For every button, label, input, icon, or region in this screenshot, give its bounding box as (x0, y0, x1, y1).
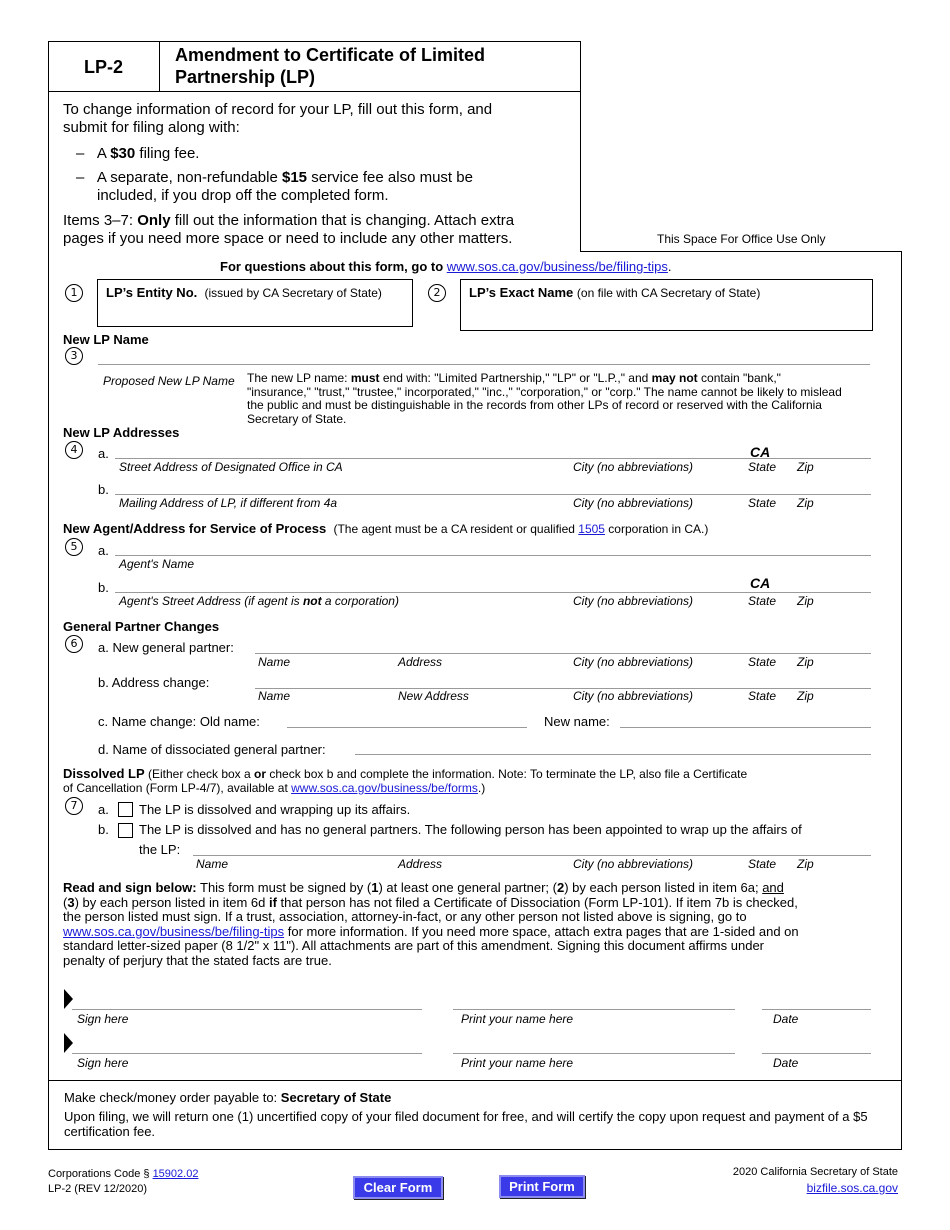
questions-line: For questions about this form, go to www.sos.ca.gov/business/be/filing-tips. (220, 259, 672, 274)
form-title-line2: Partnership (LP) (175, 67, 316, 87)
print-name-field-1[interactable] (453, 1009, 735, 1010)
entity-number-label: LP’s Entity No. (issued by CA Secretary of State) (106, 285, 382, 300)
item-7a-prefix: a. (98, 802, 109, 817)
forms-link[interactable]: www.sos.ca.gov/business/be/forms (291, 780, 478, 795)
item-6-number: 6 (65, 635, 83, 653)
item-4b-mailing-label: Mailing Address of LP, if different from 4a (119, 496, 338, 510)
intro-bullet2-line2: included, if you drop off the completed form. (97, 187, 389, 204)
item-5-heading: New Agent/Address for Service of Process (The agent must be a CA resident or qualified 1505 corporation in CA.) (63, 521, 709, 536)
item-7b-text-line2: the LP: (139, 842, 181, 857)
item-4a-prefix: a. (98, 446, 109, 461)
item-4a-city-label: City (no abbreviations) (573, 460, 694, 474)
item-7-number: 7 (65, 797, 83, 815)
item-7-heading: Dissolved LP (Either check box a or check box b and complete the information. Note: To terminate the LP, also file a Certificate of Cancellation (Form LP-4/7), available at www.sos.ca.gov/business/be/forms.) (63, 766, 748, 795)
item-4a-state-label: State (748, 460, 777, 474)
intro-bullet2: – A separate, non-refundable $15 service fee also must be (76, 169, 473, 186)
intro-right-border (580, 92, 581, 252)
intro-line1: To change information of record for your LP, fill out this form, and (63, 101, 493, 118)
item-6-heading: General Partner Changes (63, 619, 220, 634)
item-4-number: 4 (65, 441, 83, 459)
item-4a-state-value: CA (750, 444, 771, 460)
sign-here-label-2: Sign here (77, 1056, 129, 1070)
bottom-border (48, 1149, 902, 1150)
item-3-number: 3 (65, 347, 83, 365)
agent-name-field[interactable] (115, 555, 871, 556)
item-5-number: 5 (65, 538, 83, 556)
intro-items-note: Items 3–7: Only fill out the information that is changing. Attach extra (63, 212, 515, 229)
item-5b-city-label: City (no abbreviations) (573, 594, 694, 608)
item-6a-city-label: City (no abbreviations) (573, 655, 694, 669)
item-5b-prefix: b. (98, 580, 109, 595)
item-6b-label: b. Address change: (98, 675, 210, 690)
item-6a-state-label: State (748, 655, 777, 669)
sign-instructions: Read and sign below: This form must be signed by (1) at least one general partner; (2) by each person listed in item 6a; and (3) by each person listed in item 6d if that person has not filed a Certificate of Dissociation (Form LP-101). If item 7b is checked, the person listed must sign. If a trust, association, attorney-in-fact, or any other person not listed above is signing, go to www.sos.ca.gov/business/be/filing-tips for more information. If you need more space, attach extra pages that are 1-sided and on standard letter-sized paper (8 1/2" x 11"). All attachments are part of this amendment. Signing this document affirms under penalty of perjury that the stated facts are true. (63, 880, 799, 968)
item-6a-zip-label: Zip (797, 655, 814, 669)
clear-form-button[interactable]: Clear Form (353, 1176, 443, 1199)
form-title-line1: Amendment to Certificate of Limited (175, 45, 486, 65)
wind-up-person-field[interactable] (193, 855, 871, 856)
bizfile-link[interactable]: bizfile.sos.ca.gov (806, 1181, 898, 1195)
item-4a-zip-label: Zip (797, 460, 814, 474)
item-7b-city-label: City (no abbreviations) (573, 857, 694, 871)
item-5a-agent-label: Agent's Name (119, 557, 194, 571)
item-7b-prefix: b. (98, 822, 109, 837)
sign-arrow-icon (64, 989, 74, 1009)
sign-arrow-icon (64, 1033, 74, 1053)
intro-line2: submit for filing along with: (63, 119, 240, 136)
item-7b-state-label: State (748, 857, 777, 871)
intro-left-border (48, 92, 49, 1150)
item-2-number: 2 (428, 284, 446, 302)
date-label-2: Date (773, 1056, 799, 1070)
date-field-2[interactable] (762, 1053, 871, 1054)
date-field-1[interactable] (762, 1009, 871, 1010)
mailing-address-field[interactable] (115, 494, 871, 495)
sign-here-label-1: Sign here (77, 1012, 129, 1026)
form-code: LP-2 (84, 57, 124, 77)
dissolved-no-partners-checkbox[interactable] (118, 823, 133, 838)
item-7a-text: The LP is dissolved and wrapping up its affairs. (139, 802, 411, 817)
item-4b-city-label: City (no abbreviations) (573, 496, 694, 510)
item-4b-prefix: b. (98, 482, 109, 497)
exact-name-label: LP’s Exact Name (on file with CA Secretary of State) (469, 285, 761, 300)
new-name-field[interactable] (620, 727, 871, 728)
item-6c-label: c. Name change: Old name: (98, 714, 260, 729)
section-1505-link[interactable]: 1505 (578, 522, 605, 536)
sign-filing-tips-link[interactable]: www.sos.ca.gov/business/be/filing-tips (63, 923, 285, 939)
print-name-label-1: Print your name here (461, 1012, 574, 1026)
payable-line: Make check/money order payable to: Secretary of State (64, 1090, 392, 1105)
item-7b-address-label: Address (398, 857, 443, 871)
item-5b-state-value: CA (750, 575, 771, 591)
print-form-button[interactable]: Print Form (499, 1175, 585, 1198)
bottom-section-divider (48, 1080, 902, 1081)
corporations-code: Corporations Code § 15902.02 (48, 1168, 199, 1180)
office-top-border (580, 251, 902, 252)
dissociated-partner-field[interactable] (355, 754, 871, 755)
item-4b-state-label: State (748, 496, 777, 510)
lp-name-requirements: The new LP name: must end with: "Limited Partnership," "LP" or "L.P.," and may not contain "bank," "insurance," "trust," "trustee," incorporated," "inc.," "corporation," or "corp." The name cannot be likely to mislead the public and must be distinguishable in the records from other LPs of record or reserved with the California Secretary of State. (247, 371, 842, 426)
item-7b-zip-label: Zip (797, 857, 814, 871)
code-section-link[interactable]: 15902.02 (152, 1168, 199, 1180)
item-4b-zip-label: Zip (797, 496, 814, 510)
item-4a-street-label: Street Address of Designated Office in CA (119, 460, 343, 474)
item-6a-name-label: Name (258, 655, 291, 669)
item-6b-state-label: State (748, 689, 777, 703)
item-3-heading: New LP Name (63, 332, 149, 347)
item-6d-label: d. Name of dissociated general partner: (98, 742, 326, 757)
old-name-field[interactable] (287, 727, 527, 728)
signature-field-1[interactable] (72, 1009, 422, 1010)
item-6b-new-address-label: New Address (398, 689, 469, 703)
item-7b-name-label: Name (196, 857, 229, 871)
item-5b-zip-label: Zip (797, 594, 814, 608)
item-6a-address-label: Address (398, 655, 443, 669)
item-6b-zip-label: Zip (797, 689, 814, 703)
print-name-label-2: Print your name here (461, 1056, 574, 1070)
item-7b-text: The LP is dissolved and has no general partners. The following person has been appointed to wrap up the affairs of (139, 822, 802, 837)
dissolved-wrapping-up-checkbox[interactable] (118, 802, 133, 817)
new-lp-name-field[interactable] (98, 364, 870, 365)
item-6b-city-label: City (no abbreviations) (573, 689, 694, 703)
item-6c-new-name-label: New name: (544, 714, 610, 729)
agent-street-address-field[interactable] (115, 592, 871, 593)
item-5b-address-label: Agent's Street Address (if agent is not a corporation) (119, 594, 399, 608)
new-general-partner-field[interactable] (255, 653, 871, 654)
date-label-1: Date (773, 1012, 799, 1026)
signature-field-2[interactable] (72, 1053, 422, 1054)
address-change-field[interactable] (255, 688, 871, 689)
item-4-heading: New LP Addresses (63, 425, 180, 440)
intro-bullet1: – A $30 filing fee. (76, 145, 200, 162)
intro-items-note-line2: pages if you need more space or need to include any other matters. (63, 230, 513, 247)
copyright-line: 2020 California Secretary of State (732, 1166, 898, 1178)
form-revision: LP-2 (REV 12/2020) (48, 1183, 148, 1195)
item-6a-label: a. New general partner: (98, 640, 234, 655)
print-name-field-2[interactable] (453, 1053, 735, 1054)
page-right-border (901, 251, 902, 1150)
filing-tips-link[interactable]: www.sos.ca.gov/business/be/filing-tips (446, 259, 668, 274)
item-1-number: 1 (65, 284, 83, 302)
item-5a-prefix: a. (98, 543, 109, 558)
item-6b-name-label: Name (258, 689, 291, 703)
proposed-name-label: Proposed New LP Name (103, 374, 235, 388)
item-5b-state-label: State (748, 594, 777, 608)
copy-note-line1: Upon filing, we will return one (1) uncertified copy of your filed document for free, and will certify the copy upon request and payment of a $5 (64, 1109, 868, 1124)
office-use-label: This Space For Office Use Only (657, 232, 826, 246)
copy-note-line2: certification fee. (64, 1124, 156, 1139)
